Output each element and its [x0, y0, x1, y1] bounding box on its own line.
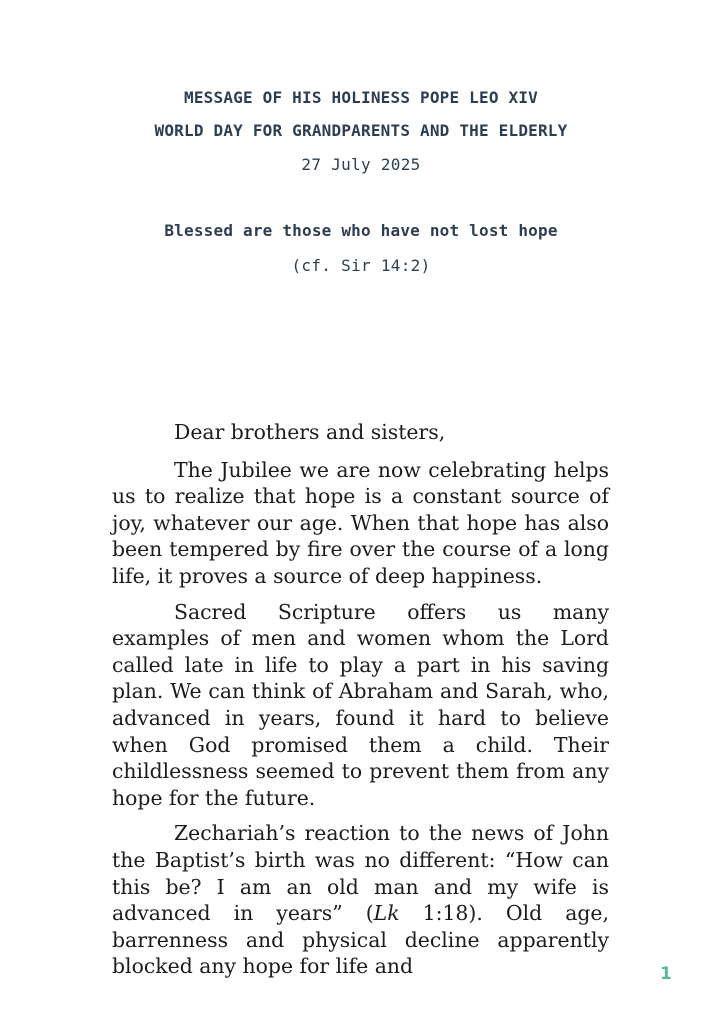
theme-title: Blessed are those who have not lost hope [164, 221, 558, 240]
scripture-reference: Lk [373, 901, 400, 926]
header-title: MESSAGE OF HIS HOLINESS POPE LEO XIV [184, 88, 538, 107]
header-date: 27 July 2025 [301, 155, 421, 174]
page-number: 1 [660, 964, 672, 984]
header-subtitle: WORLD DAY FOR GRANDPARENTS AND THE ELDERLY [154, 121, 568, 140]
paragraph-1: The Jubilee we are now celebrating helps us to realize that hope is a constant source of joy, whatever our age. When that hope has also been tempered by fire over the course of a long life, it proves a source of deep happiness. [112, 457, 609, 588]
paragraph-3 [112, 820, 609, 980]
paragraph-3-text-b: 1:18). Old age, barrenness and physical decline apparently blocked any hope for life and [112, 901, 609, 979]
message-body [112, 419, 609, 989]
theme-reference: (cf. Sir 14:2) [291, 256, 431, 275]
salutation: Dear brothers and sisters, [174, 420, 446, 444]
paragraph-3-text-a: Zechariah’s reaction to the news of John the Baptist’s birth was no different: “How can this be? I am an old man and my wife is advanced in years” ( [112, 821, 609, 926]
paragraph-2: Sacred Scripture offers us many examples of men and women whom the Lord called late in life to play a part in his saving plan. We can think of Abraham and Sarah, who, advanced in years, found it hard to believe when God promised them a child. Their childlessness seemed to prevent them from any hope for the future. [112, 599, 609, 810]
